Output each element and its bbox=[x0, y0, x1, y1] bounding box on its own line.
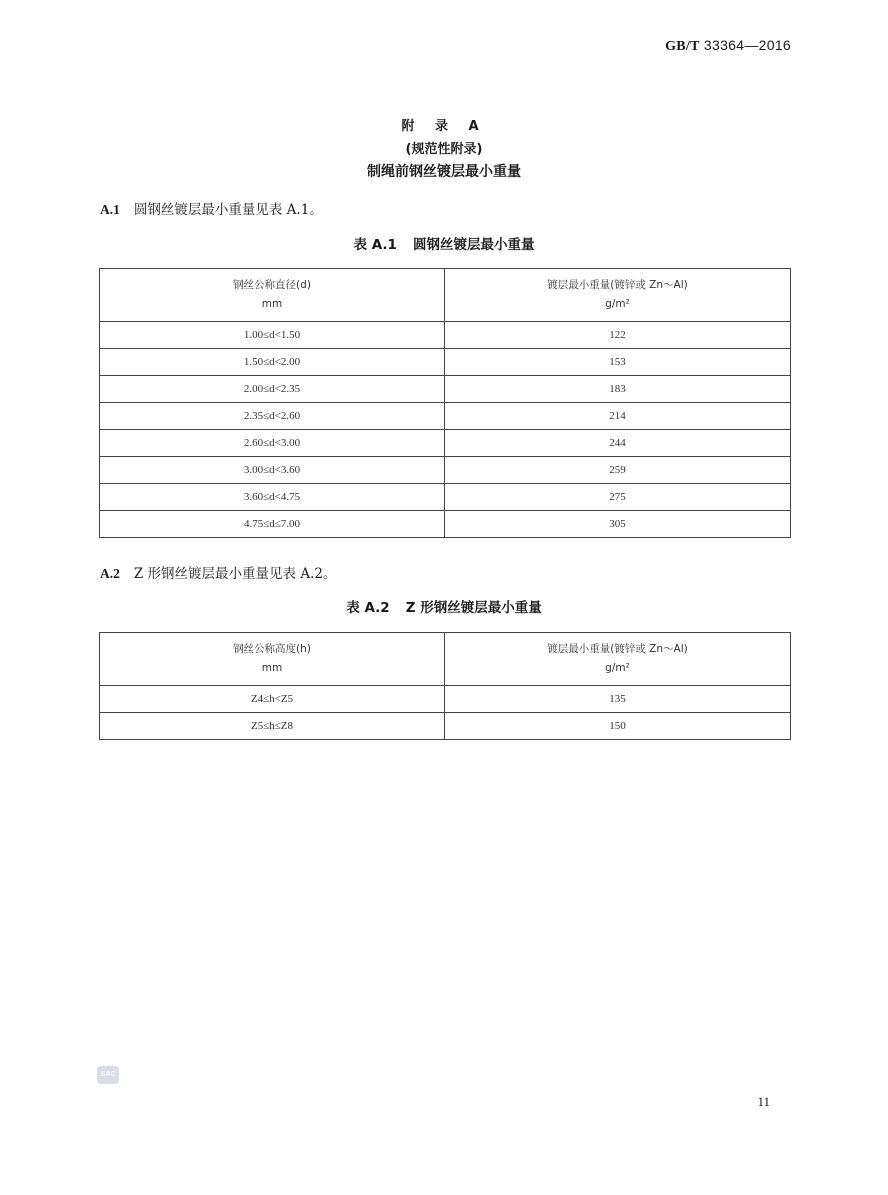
col-header-coating-weight: 镀层最小重量(镀锌或 Zn～Al) g/m² bbox=[445, 633, 791, 686]
table-a2 bbox=[99, 632, 791, 740]
table-a1-caption: 表 A.1 圆钢丝镀层最小重量 bbox=[353, 237, 535, 253]
value-cell: 183 bbox=[445, 376, 791, 403]
table-row bbox=[100, 484, 791, 511]
table-row bbox=[100, 430, 791, 457]
range-cell: 2.00≤d<2.35 bbox=[100, 376, 445, 403]
value-cell: 214 bbox=[445, 403, 791, 430]
table-row bbox=[100, 686, 791, 713]
standard-code: GB/T 33364—2016 bbox=[665, 37, 791, 54]
annex-title: 附 录 A bbox=[401, 119, 487, 134]
range-cell: 3.00≤d<3.60 bbox=[100, 457, 445, 484]
table-row bbox=[100, 457, 791, 484]
table-row bbox=[100, 403, 791, 430]
table-row bbox=[100, 349, 791, 376]
table-a1 bbox=[99, 268, 791, 538]
range-cell: 1.00≤d<1.50 bbox=[100, 322, 445, 349]
value-cell: 122 bbox=[445, 322, 791, 349]
col-header-diameter: 钢丝公称直径(d) mm bbox=[100, 269, 445, 322]
col-header-height: 钢丝公称高度(h) mm bbox=[100, 633, 445, 686]
page-number: 11 bbox=[757, 1094, 770, 1109]
value-cell: 153 bbox=[445, 349, 791, 376]
col-header-coating-weight: 镀层最小重量(镀锌或 Zn～Al) g/m² bbox=[445, 269, 791, 322]
range-cell: 2.35≤d<2.60 bbox=[100, 403, 445, 430]
range-cell: 1.50≤d<2.00 bbox=[100, 349, 445, 376]
value-cell: 305 bbox=[445, 511, 791, 538]
range-cell: Z4≤h<Z5 bbox=[100, 686, 445, 713]
range-cell: 3.60≤d<4.75 bbox=[100, 484, 445, 511]
value-cell: 275 bbox=[445, 484, 791, 511]
table-row bbox=[100, 713, 791, 740]
clause-a2: A.2 Z 形钢丝镀层最小重量见表 A.2。 bbox=[100, 566, 337, 582]
value-cell: 150 bbox=[445, 713, 791, 740]
sac-logo: SAC bbox=[97, 1066, 119, 1084]
range-cell: Z5≤h≤Z8 bbox=[100, 713, 445, 740]
table-header-row bbox=[100, 269, 791, 322]
range-cell: 2.60≤d<3.00 bbox=[100, 430, 445, 457]
table-a2-caption: 表 A.2 Z 形钢丝镀层最小重量 bbox=[346, 600, 542, 616]
clause-a1: A.1 圆钢丝镀层最小重量见表 A.1。 bbox=[100, 202, 323, 218]
table-row bbox=[100, 376, 791, 403]
table-header-row bbox=[100, 633, 791, 686]
value-cell: 135 bbox=[445, 686, 791, 713]
table-row bbox=[100, 511, 791, 538]
annex-name: 制绳前钢丝镀层最小重量 bbox=[367, 164, 521, 180]
value-cell: 259 bbox=[445, 457, 791, 484]
table-row bbox=[100, 322, 791, 349]
annex-type: (规范性附录) bbox=[405, 142, 483, 157]
range-cell: 4.75≤d≤7.00 bbox=[100, 511, 445, 538]
value-cell: 244 bbox=[445, 430, 791, 457]
